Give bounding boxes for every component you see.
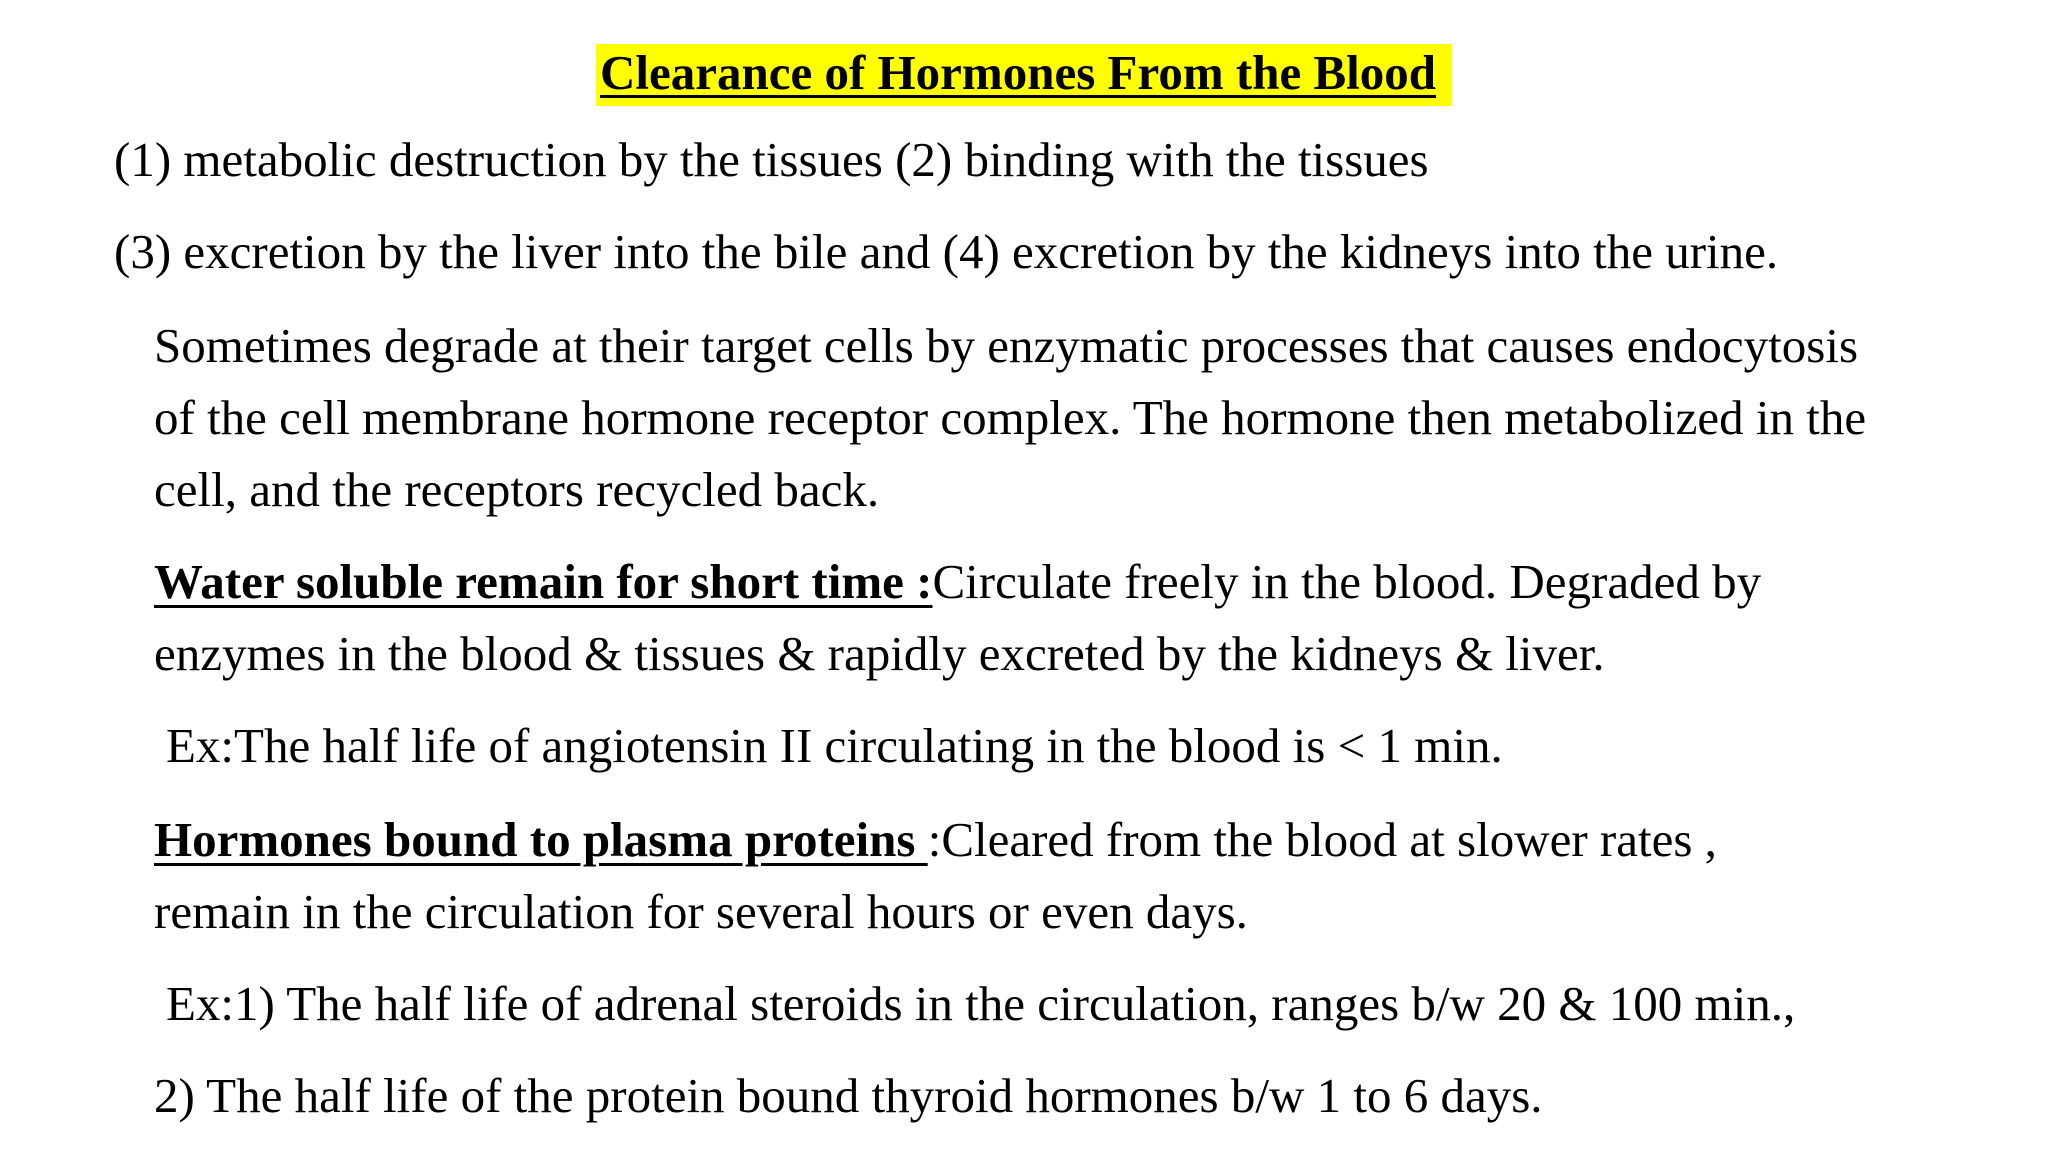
water-soluble-text: Circulate freely in the blood. Degraded by bbox=[932, 554, 1762, 609]
example-thyroid-hormones: 2) The half life of the protein bound thyroid hormones b/w 1 to 6 days. bbox=[154, 1068, 1543, 1123]
title-container bbox=[0, 44, 2048, 106]
water-soluble-heading: Water soluble remain for short time : bbox=[154, 554, 933, 609]
protein-bound-heading: Hormones bound to plasma proteins bbox=[154, 812, 928, 867]
paragraph-1-line-1: Sometimes degrade at their target cells by enzymatic processes that causes endocytosis bbox=[154, 318, 1859, 373]
slide-title: Clearance of Hormones From the Blood bbox=[596, 44, 1452, 106]
clearance-line-1: (1) metabolic destruction by the tissues (2) binding with the tissues bbox=[114, 132, 1429, 187]
paragraph-1-line-3: cell, and the receptors recycled back. bbox=[154, 462, 880, 517]
protein-bound-text: :Cleared from the blood at slower rates , bbox=[927, 812, 1717, 867]
example-angiotensin: Ex:The half life of angiotensin II circulating in the blood is < 1 min. bbox=[166, 718, 1503, 773]
protein-bound-line-2: remain in the circulation for several hours or even days. bbox=[154, 884, 1248, 939]
water-soluble-line-2: enzymes in the blood & tissues & rapidly excreted by the kidneys & liver. bbox=[154, 626, 1605, 681]
protein-bound-line-1 bbox=[154, 804, 1717, 876]
example-adrenal-steroids: Ex:1) The half life of adrenal steroids in the circulation, ranges b/w 20 & 100 min., bbox=[166, 976, 1796, 1031]
clearance-line-2: (3) excretion by the liver into the bile and (4) excretion by the kidneys into the urine. bbox=[114, 224, 1779, 279]
paragraph-1-line-2: of the cell membrane hormone receptor complex. The hormone then metabolized in the bbox=[154, 390, 1867, 445]
water-soluble-line-1 bbox=[154, 546, 1761, 618]
